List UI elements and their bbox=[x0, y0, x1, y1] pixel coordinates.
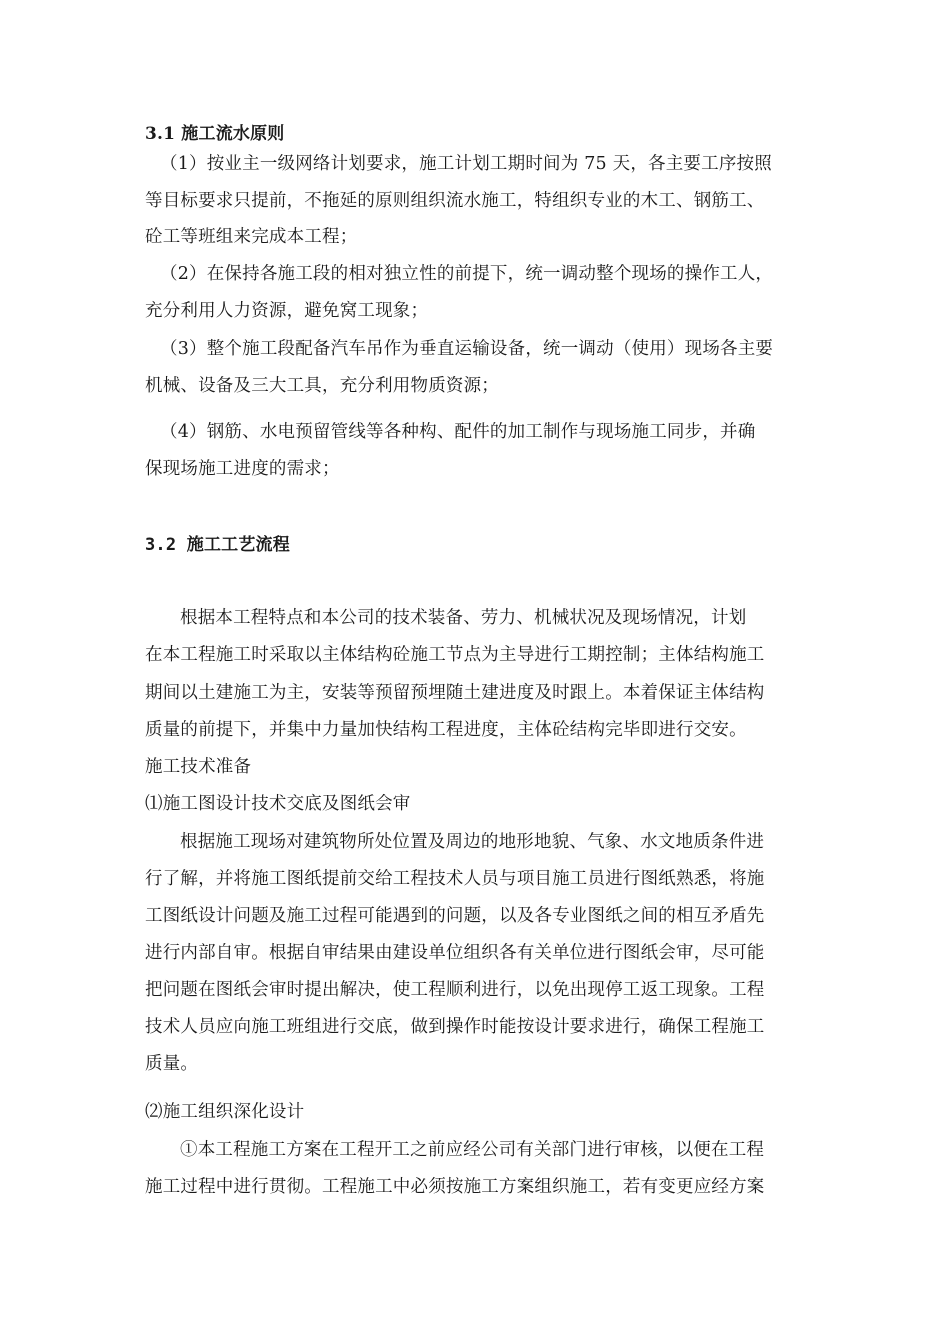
paragraph-line: 等目标要求只提前，不拖延的原则组织流水施工，特组织专业的木工、钢筋工、 bbox=[145, 191, 765, 211]
paragraph-line: 施工过程中进行贯彻。工程施工中必须按施工方案组织施工，若有变更应经方案 bbox=[145, 1177, 765, 1197]
paragraph-line: （1）按业主一级网络计划要求，施工计划工期时间为 75 天，各主要工序按照 bbox=[160, 154, 772, 174]
paragraph-line: 机械、设备及三大工具，充分利用物质资源； bbox=[145, 376, 499, 396]
paragraph-line: 保现场施工进度的需求； bbox=[145, 459, 340, 479]
paragraph-line: 工图纸设计问题及施工过程可能遇到的问题，以及各专业图纸之间的相互矛盾先 bbox=[145, 906, 765, 926]
subheading-technical-prep: 施工技术准备 bbox=[145, 757, 252, 777]
paragraph-line: 质量的前提下，并集中力量加快结构工程进度，主体砼结构完毕即进行交安。 bbox=[145, 720, 747, 740]
item-1-title: ⑴施工图设计技术交底及图纸会审 bbox=[145, 794, 411, 814]
section-heading-3-2: 3.2 施工工艺流程 bbox=[145, 535, 290, 555]
paragraph-line: 根据本工程特点和本公司的技术装备、劳力、机械状况及现场情况，计划 bbox=[180, 608, 747, 628]
paragraph-line: 期间以土建施工为主，安装等预留预埋随土建进度及时跟上。本着保证主体结构 bbox=[145, 683, 765, 703]
section-heading-3-1: 3.1 施工流水原则 bbox=[145, 124, 285, 144]
paragraph-line: ①本工程施工方案在工程开工之前应经公司有关部门进行审核，以便在工程 bbox=[180, 1140, 765, 1160]
paragraph-line: 把问题在图纸会审时提出解决，使工程顺利进行，以免出现停工返工现象。工程 bbox=[145, 980, 765, 1000]
paragraph-line: （3）整个施工段配备汽车吊作为垂直运输设备，统一调动（使用）现场各主要 bbox=[160, 339, 774, 359]
paragraph-line: 进行内部自审。根据自审结果由建设单位组织各有关单位进行图纸会审，尽可能 bbox=[145, 943, 765, 963]
paragraph-line: 充分利用人力资源，避免窝工现象； bbox=[145, 301, 429, 321]
item-2-title: ⑵施工组织深化设计 bbox=[145, 1102, 305, 1122]
paragraph-line: （4）钢筋、水电预留管线等各种构、配件的加工制作与现场施工同步，并确 bbox=[160, 422, 756, 442]
paragraph-line: 质量。 bbox=[145, 1054, 199, 1074]
paragraph-line: 根据施工现场对建筑物所处位置及周边的地形地貌、气象、水文地质条件进 bbox=[180, 832, 765, 852]
paragraph-line: 在本工程施工时采取以主体结构砼施工节点为主导进行工期控制；主体结构施工 bbox=[145, 645, 765, 665]
paragraph-line: 技术人员应向施工班组进行交底，做到操作时能按设计要求进行，确保工程施工 bbox=[145, 1017, 765, 1037]
paragraph-line: 行了解，并将施工图纸提前交给工程技术人员与项目施工员进行图纸熟悉，将施 bbox=[145, 869, 765, 889]
paragraph-line: 砼工等班组来完成本工程； bbox=[145, 227, 358, 247]
paragraph-line: （2）在保持各施工段的相对独立性的前提下，统一调动整个现场的操作工人， bbox=[160, 264, 774, 284]
